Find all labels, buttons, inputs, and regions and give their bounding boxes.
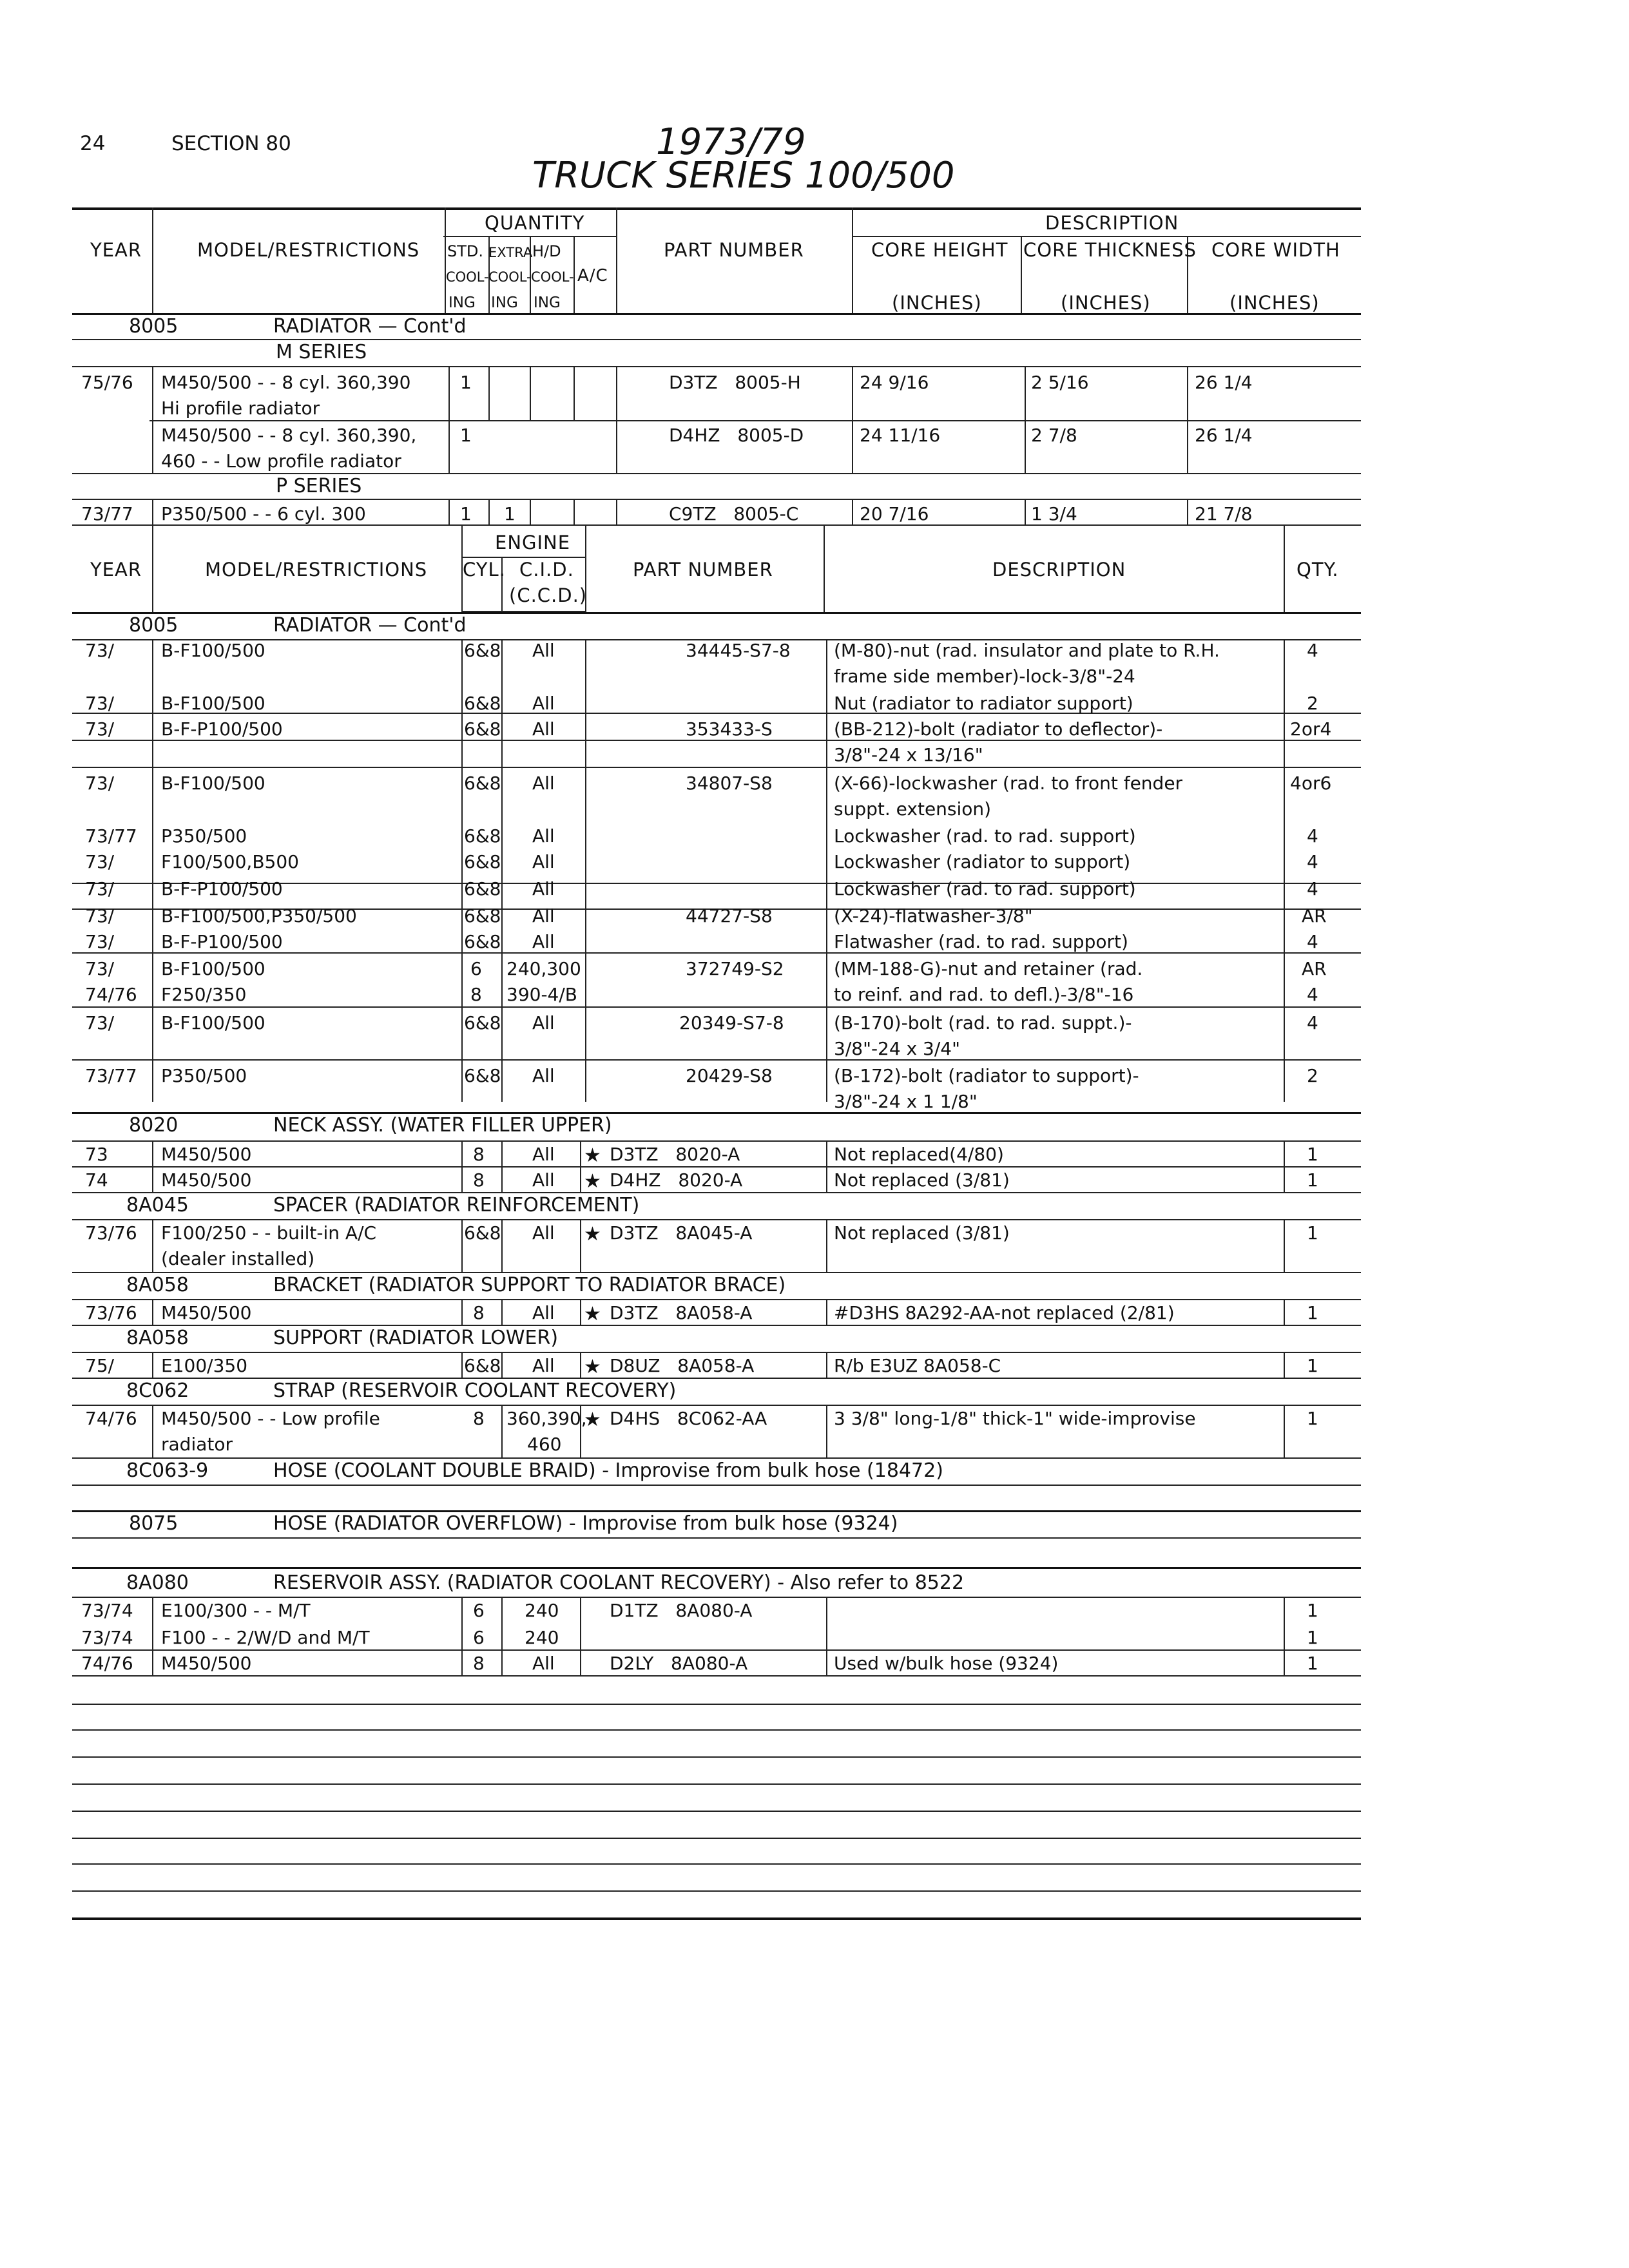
- row-description: (B-172)-bolt (radiator to support)-: [834, 1065, 1139, 1086]
- row-qty: 1: [1307, 1222, 1318, 1244]
- row-year: 75/76: [81, 372, 133, 393]
- row-model: B-F-P100/500: [161, 718, 283, 740]
- row-core-height: 24 9/16: [860, 372, 929, 393]
- row-model: F100/500,B500: [161, 851, 299, 872]
- row-core-width: 26 1/4: [1195, 425, 1253, 446]
- row-year: 73/: [85, 693, 115, 714]
- row-qty: 4: [1307, 931, 1318, 952]
- row-part-number: 44727-S8: [686, 905, 773, 927]
- header-inches-width: (INCHES): [1229, 292, 1320, 314]
- m-series-label: M SERIES: [276, 341, 367, 363]
- row-part-number: D4HS 8C062-AA: [610, 1408, 767, 1429]
- star-icon: ★: [584, 1303, 601, 1325]
- row-description: Lockwasher (rad. to rad. support): [834, 878, 1136, 899]
- row-description: to reinf. and rad. to defl.)-3/8"-16: [834, 984, 1134, 1005]
- row-description: #D3HS 8A292-AA-not replaced (2/81): [834, 1302, 1175, 1323]
- section-code: 8A058: [126, 1274, 189, 1296]
- row-year: 73/77: [85, 1065, 137, 1086]
- row-cyl: 6&8: [464, 1012, 501, 1033]
- row-model: B-F100/500: [161, 773, 265, 794]
- row-core-height: 20 7/16: [860, 503, 929, 524]
- header-std: STD.: [447, 242, 484, 260]
- header-ing-1: ING: [448, 294, 476, 311]
- header-core-height: CORE HEIGHT: [871, 239, 1008, 261]
- row-year: 73: [85, 1144, 108, 1165]
- row-model: F250/350: [161, 984, 247, 1005]
- row-description: (B-170)-bolt (rad. to rad. suppt.)-: [834, 1012, 1132, 1033]
- section-code: 8005: [129, 315, 178, 338]
- row-year: 73/: [85, 851, 115, 872]
- row-qty: 2: [1307, 1065, 1318, 1086]
- row-part-number: D1TZ 8A080-A: [610, 1600, 753, 1621]
- header-ac: A/C: [577, 266, 608, 285]
- section-code: 8C063-9: [126, 1459, 209, 1482]
- header-ccd: (C.C.D.): [509, 584, 588, 606]
- row-part-number: 353433-S: [686, 718, 773, 740]
- row-cyl: 8: [473, 1169, 485, 1191]
- row-cid: All: [532, 825, 555, 847]
- row-description: 3 3/8" long-1/8" thick-1" wide-improvise: [834, 1408, 1196, 1429]
- row-qty: 1: [1307, 1355, 1318, 1376]
- section-code: 8005: [129, 614, 178, 637]
- section-code: 8A080: [126, 1571, 189, 1594]
- section-code: 8075: [129, 1512, 178, 1535]
- row-model: B-F100/500: [161, 958, 265, 979]
- header-year: YEAR: [90, 239, 142, 261]
- row-core-width: 21 7/8: [1195, 503, 1253, 524]
- p-series-label: P SERIES: [276, 475, 362, 497]
- row-qty: 4: [1307, 825, 1318, 847]
- row-description: (M-80)-nut (rad. insulator and plate to R.H.: [834, 640, 1220, 661]
- section-code: 8A045: [126, 1194, 189, 1216]
- row-qty: 1: [1307, 1302, 1318, 1323]
- row-cid: All: [532, 640, 555, 661]
- header-inches-thickness: (INCHES): [1061, 292, 1151, 314]
- row-cyl: 6&8: [464, 1065, 501, 1086]
- row-part-number: D3TZ 8A045-A: [610, 1222, 753, 1244]
- row-model-note: Hi profile radiator: [161, 398, 320, 419]
- row-model: M450/500 - - 8 cyl. 360,390,: [161, 425, 417, 446]
- row-qty: 1: [1307, 1600, 1318, 1621]
- row-year: 73/: [85, 1012, 115, 1033]
- row-part-number: C9TZ 8005-C: [669, 503, 799, 524]
- row-cyl: 6: [473, 1600, 485, 1621]
- row-cid: All: [532, 1222, 555, 1244]
- row-model: M450/500 - - Low profile: [161, 1408, 380, 1429]
- row-cid: All: [532, 1144, 555, 1165]
- row-part-number: D8UZ 8A058-A: [610, 1355, 755, 1376]
- section-title: HOSE (RADIATOR OVERFLOW) - Improvise from bulk hose (9324): [273, 1512, 898, 1535]
- row-part-number: D3TZ 8A058-A: [610, 1302, 753, 1323]
- section-title: RESERVOIR ASSY. (RADIATOR COOLANT RECOVERY) - Also refer to 8522: [273, 1571, 965, 1594]
- row-part-number: 34807-S8: [686, 773, 773, 794]
- row-description: Used w/bulk hose (9324): [834, 1653, 1059, 1674]
- row-part-number: D2LY 8A080-A: [610, 1653, 748, 1674]
- header-qty: QTY.: [1296, 559, 1339, 581]
- row-cyl: 6&8: [464, 878, 501, 899]
- section-title: BRACKET (RADIATOR SUPPORT TO RADIATOR BRACE): [273, 1274, 786, 1296]
- header-core-thickness: CORE THICKNESS: [1023, 239, 1197, 261]
- row-year: 73/74: [81, 1627, 133, 1648]
- row-part-number: 20349-S7-8: [679, 1012, 784, 1033]
- row-cyl: 8: [473, 1144, 485, 1165]
- row-description: (MM-188-G)-nut and retainer (rad.: [834, 958, 1143, 979]
- row-cyl: 8: [473, 1408, 485, 1429]
- row-model: E100/350: [161, 1355, 248, 1376]
- row-model: F100/250 - - built-in A/C: [161, 1222, 377, 1244]
- row-cyl: 6&8: [464, 1222, 501, 1244]
- header-cyl: CYL.: [463, 559, 506, 581]
- header-hd: H/D: [532, 242, 561, 260]
- row-qty: 2: [1307, 693, 1318, 714]
- row-core-thickness: 2 7/8: [1031, 425, 1077, 446]
- row-cid: All: [532, 1355, 555, 1376]
- row-year: 73/: [85, 905, 115, 927]
- header-description: DESCRIPTION: [992, 559, 1126, 581]
- row-cyl: 8: [470, 984, 482, 1005]
- row-model: B-F100/500: [161, 693, 265, 714]
- row-part-number: D3TZ 8005-H: [669, 372, 801, 393]
- row-qty: 4: [1307, 851, 1318, 872]
- row-qty: 4: [1307, 984, 1318, 1005]
- row-extra-qty: 1: [504, 503, 516, 524]
- star-icon: ★: [584, 1170, 601, 1193]
- row-year: 74/76: [85, 984, 137, 1005]
- page-title-years: 1973/79: [656, 121, 806, 163]
- row-model-note: (dealer installed): [161, 1248, 315, 1269]
- row-core-thickness: 2 5/16: [1031, 372, 1089, 393]
- row-year: 73/76: [85, 1222, 137, 1244]
- row-part-number: D3TZ 8020-A: [610, 1144, 740, 1165]
- row-model-note: 460 - - Low profile radiator: [161, 450, 401, 472]
- row-qty: 1: [1307, 1169, 1318, 1191]
- row-model: M450/500: [161, 1653, 252, 1674]
- row-description: (X-24)-flatwasher-3/8": [834, 905, 1033, 927]
- header-year: YEAR: [90, 559, 142, 581]
- header-ing-3: ING: [534, 294, 561, 311]
- row-cid: All: [532, 718, 555, 740]
- row-model: B-F100/500,P350/500: [161, 905, 357, 927]
- row-cyl: 6&8: [464, 640, 501, 661]
- row-cyl: 6&8: [464, 905, 501, 927]
- row-cid-cont: 460: [527, 1434, 562, 1455]
- row-cyl: 6&8: [464, 773, 501, 794]
- row-description: Not replaced(4/80): [834, 1144, 1004, 1165]
- row-core-width: 26 1/4: [1195, 372, 1253, 393]
- row-description: Lockwasher (radiator to support): [834, 851, 1131, 872]
- row-std-qty: 1: [460, 372, 472, 393]
- row-qty: AR: [1302, 905, 1327, 927]
- row-model: M450/500: [161, 1302, 252, 1323]
- row-description: R/b E3UZ 8A058-C: [834, 1355, 1001, 1376]
- page-title-series: TRUCK SERIES 100/500: [532, 155, 955, 197]
- row-cid: All: [532, 1012, 555, 1033]
- row-description: (BB-212)-bolt (radiator to deflector)-: [834, 718, 1163, 740]
- star-icon: ★: [584, 1144, 601, 1167]
- header-cid: C.I.D.: [519, 559, 574, 581]
- row-std-qty: 1: [460, 503, 472, 524]
- row-year: 74/76: [81, 1653, 133, 1674]
- row-year: 74: [85, 1169, 108, 1191]
- star-icon: ★: [584, 1356, 601, 1378]
- header-quantity: QUANTITY: [485, 212, 585, 234]
- row-cid: All: [532, 773, 555, 794]
- row-qty: AR: [1302, 958, 1327, 979]
- row-description: (X-66)-lockwasher (rad. to front fender: [834, 773, 1183, 794]
- row-qty: 1: [1307, 1653, 1318, 1674]
- row-cyl: 8: [473, 1302, 485, 1323]
- header-inches-height: (INCHES): [892, 292, 982, 314]
- row-description-cont: suppt. extension): [834, 798, 992, 820]
- row-year: 73/: [85, 931, 115, 952]
- row-cid: 360,390,: [506, 1408, 587, 1429]
- row-cyl: 6&8: [464, 1355, 501, 1376]
- header-ing-2: ING: [491, 294, 518, 311]
- row-year: 73/: [85, 773, 115, 794]
- star-icon: ★: [584, 1223, 601, 1245]
- section-title: NECK ASSY. (WATER FILLER UPPER): [273, 1114, 612, 1137]
- row-model: B-F-P100/500: [161, 878, 283, 899]
- row-cid: All: [532, 905, 555, 927]
- row-core-height: 24 11/16: [860, 425, 941, 446]
- row-cyl: 6&8: [464, 693, 501, 714]
- section-title: RADIATOR — Cont'd: [273, 614, 467, 637]
- section-code: 8A058: [126, 1327, 189, 1349]
- row-part-number: 372749-S2: [686, 958, 784, 979]
- header-cool-1: COOL-: [446, 269, 489, 285]
- row-std-qty: 1: [460, 425, 472, 446]
- row-core-thickness: 1 3/4: [1031, 503, 1077, 524]
- row-model: B-F-P100/500: [161, 931, 283, 952]
- row-year: 73/76: [85, 1302, 137, 1323]
- section-label: SECTION 80: [171, 132, 291, 155]
- row-qty: 1: [1307, 1408, 1318, 1429]
- header-extra: EXTRA: [488, 245, 533, 260]
- section-title: SPACER (RADIATOR REINFORCEMENT): [273, 1194, 640, 1216]
- row-model: P350/500: [161, 1065, 247, 1086]
- header-cool-3: COOL-: [531, 269, 574, 285]
- row-part-number: D4HZ 8020-A: [610, 1169, 743, 1191]
- row-qty: 1: [1307, 1144, 1318, 1165]
- row-cyl: 6&8: [464, 931, 501, 952]
- row-cid: 390-4/B: [506, 984, 578, 1005]
- row-year: 73/77: [81, 503, 133, 524]
- row-year: 73/: [85, 878, 115, 899]
- row-qty: 1: [1307, 1627, 1318, 1648]
- row-description: Flatwasher (rad. to rad. support): [834, 931, 1128, 952]
- header-model: MODEL/RESTRICTIONS: [197, 239, 420, 261]
- row-description-cont: 3/8"-24 x 13/16": [834, 744, 983, 765]
- row-cid: All: [532, 931, 555, 952]
- row-cid: 240: [525, 1627, 559, 1648]
- row-cid: All: [532, 1065, 555, 1086]
- row-year: 75/: [85, 1355, 115, 1376]
- star-icon: ★: [584, 1408, 601, 1431]
- row-cyl: 6: [470, 958, 482, 979]
- row-model: M450/500: [161, 1144, 252, 1165]
- header-model: MODEL/RESTRICTIONS: [205, 559, 428, 581]
- row-cyl: 6: [473, 1627, 485, 1648]
- row-qty: 4: [1307, 878, 1318, 899]
- section-title: HOSE (COOLANT DOUBLE BRAID) - Improvise from bulk hose (18472): [273, 1459, 943, 1482]
- row-model: M450/500 - - 8 cyl. 360,390: [161, 372, 411, 393]
- page-number: 24: [80, 132, 106, 155]
- row-cid: 240: [525, 1600, 559, 1621]
- header-description: DESCRIPTION: [1045, 212, 1179, 234]
- row-cid: All: [532, 1169, 555, 1191]
- header-part-number: PART NUMBER: [633, 559, 773, 581]
- row-year: 73/74: [81, 1600, 133, 1621]
- row-cid: All: [532, 851, 555, 872]
- row-qty: 4: [1307, 1012, 1318, 1033]
- row-year: 73/77: [85, 825, 137, 847]
- row-cid: All: [532, 1302, 555, 1323]
- header-cool-2: COOL-: [488, 269, 532, 285]
- row-description: Nut (radiator to radiator support): [834, 693, 1133, 714]
- header-core-width: CORE WIDTH: [1211, 239, 1340, 261]
- row-description: Lockwasher (rad. to rad. support): [834, 825, 1136, 847]
- section-title: SUPPORT (RADIATOR LOWER): [273, 1327, 559, 1349]
- row-cyl: 8: [473, 1653, 485, 1674]
- section-code: 8C062: [126, 1379, 189, 1402]
- row-cid: All: [532, 1653, 555, 1674]
- row-model: B-F100/500: [161, 1012, 265, 1033]
- row-cid: 240,300: [506, 958, 581, 979]
- row-qty: 2or4: [1290, 718, 1332, 740]
- section-title: RADIATOR — Cont'd: [273, 315, 467, 338]
- header-part-number: PART NUMBER: [664, 239, 804, 261]
- row-year: 73/: [85, 640, 115, 661]
- row-model: P350/500 - - 6 cyl. 300: [161, 503, 366, 524]
- row-qty: 4or6: [1290, 773, 1332, 794]
- row-description-cont: 3/8"-24 x 3/4": [834, 1038, 960, 1059]
- row-description: Not replaced (3/81): [834, 1222, 1010, 1244]
- row-model: F100 - - 2/W/D and M/T: [161, 1627, 370, 1648]
- row-model: E100/300 - - M/T: [161, 1600, 311, 1621]
- row-cid: All: [532, 878, 555, 899]
- row-cyl: 6&8: [464, 825, 501, 847]
- row-description: Not replaced (3/81): [834, 1169, 1010, 1191]
- row-year: 73/: [85, 958, 115, 979]
- row-cyl: 6&8: [464, 718, 501, 740]
- row-qty: 4: [1307, 640, 1318, 661]
- row-description-cont: 3/8"-24 x 1 1/8": [834, 1091, 978, 1112]
- row-model: B-F100/500: [161, 640, 265, 661]
- row-year: 74/76: [85, 1408, 137, 1429]
- row-model: M450/500: [161, 1169, 252, 1191]
- row-model: P350/500: [161, 825, 247, 847]
- header-engine: ENGINE: [495, 532, 571, 553]
- section-title: STRAP (RESERVOIR COOLANT RECOVERY): [273, 1379, 677, 1402]
- row-model-note: radiator: [161, 1434, 233, 1455]
- section-code: 8020: [129, 1114, 178, 1137]
- row-year: 73/: [85, 718, 115, 740]
- row-part-number: 34445-S7-8: [686, 640, 791, 661]
- row-cid: All: [532, 693, 555, 714]
- row-part-number: D4HZ 8005-D: [669, 425, 804, 446]
- row-cyl: 6&8: [464, 851, 501, 872]
- row-part-number: 20429-S8: [686, 1065, 773, 1086]
- row-description-cont: frame side member)-lock-3/8"-24: [834, 666, 1135, 687]
